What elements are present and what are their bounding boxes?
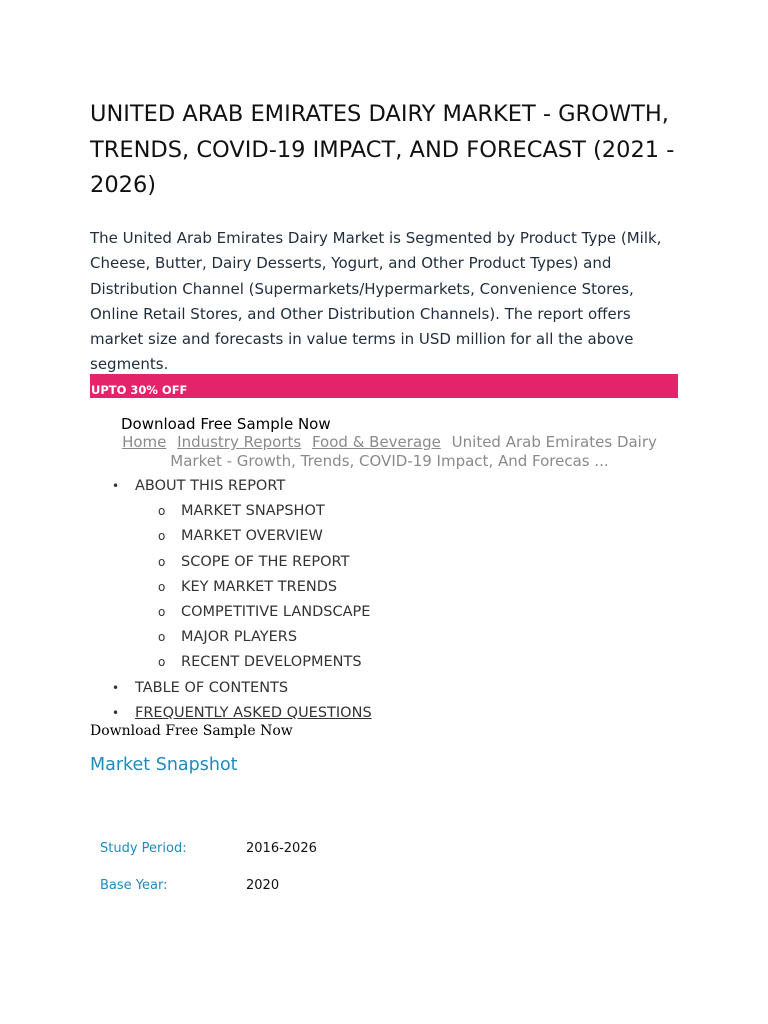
nav-sub-item-label: MARKET OVERVIEW [181, 528, 323, 544]
nav-market-overview[interactable] [158, 526, 323, 546]
base-year-value: 2020 [246, 878, 280, 893]
sub-bullet-marker: o [158, 504, 166, 518]
nav-competitive-landscape[interactable] [158, 602, 371, 622]
breadcrumb [117, 433, 662, 470]
sub-bullet-marker: o [158, 605, 166, 619]
nav-table-of-contents[interactable] [112, 678, 289, 698]
page-title: UNITED ARAB EMIRATES DAIRY MARKET - GROWTH, TRENDS, COVID-19 IMPACT, AND FORECAST (2021 - 2026) [90, 101, 675, 198]
nav-key-market-trends[interactable] [158, 577, 338, 597]
nav-sub-item-label: MARKET SNAPSHOT [181, 503, 325, 519]
bullet-marker: • [112, 681, 120, 695]
download-sample-link[interactable]: Download Free Sample Now [90, 723, 293, 739]
nav-sub-item-label: KEY MARKET TRENDS [181, 579, 338, 595]
nav-recent-developments[interactable] [158, 652, 362, 672]
study-period-value: 2016-2026 [246, 841, 317, 856]
bullet-marker: • [112, 706, 120, 720]
download-sample-button[interactable]: Download Free Sample Now [121, 415, 331, 433]
discount-banner[interactable] [90, 374, 678, 398]
breadcrumb-food-beverage-link[interactable]: Food & Beverage [311, 433, 441, 451]
study-period-label: Study Period: [100, 841, 187, 856]
breadcrumb-home-link[interactable]: Home [122, 433, 167, 451]
breadcrumb-current-page: United Arab Emirates Dairy Market - Growth, Trends, COVID-19 Impact, And Forecas ... [170, 433, 657, 470]
nav-major-players[interactable] [158, 627, 298, 647]
nav-sub-item-label: MAJOR PLAYERS [181, 629, 298, 645]
nav-about-this-report[interactable] [112, 476, 286, 496]
nav-sub-item-label: COMPETITIVE LANDSCAPE [181, 604, 371, 620]
sub-bullet-marker: o [158, 655, 166, 669]
sub-bullet-marker: o [158, 580, 166, 594]
report-description: The United Arab Emirates Dairy Market is Segmented by Product Type (Milk, Cheese, Butter, Dairy Desserts, Yogurt, and Other Product Types) and Distribution Channel (Supermarkets/Hypermarkets, Convenience Stores, Online Retail Stores, and Other Distribution Channels). The report offers market size and forecasts in value terms in USD million for all the above segments. [90, 229, 662, 374]
sub-bullet-marker: o [158, 630, 166, 644]
nav-sub-item-label: SCOPE OF THE REPORT [181, 554, 350, 570]
breadcrumb-industry-reports-link[interactable]: Industry Reports [177, 433, 302, 451]
discount-label: UPTO 30% OFF [91, 383, 188, 397]
sub-bullet-marker: o [158, 555, 166, 569]
nav-item-label: ABOUT THIS REPORT [135, 478, 286, 494]
base-year-label: Base Year: [100, 878, 168, 893]
nav-item-label: TABLE OF CONTENTS [135, 680, 289, 696]
bullet-marker: • [112, 479, 120, 493]
nav-sub-item-label: RECENT DEVELOPMENTS [181, 654, 362, 670]
nav-faq[interactable] [112, 703, 372, 723]
sub-bullet-marker: o [158, 529, 166, 543]
faq-link[interactable]: FREQUENTLY ASKED QUESTIONS [135, 705, 372, 721]
nav-market-snapshot[interactable] [158, 501, 325, 521]
nav-scope-of-report[interactable] [158, 552, 350, 572]
market-snapshot-heading: Market Snapshot [90, 755, 238, 775]
